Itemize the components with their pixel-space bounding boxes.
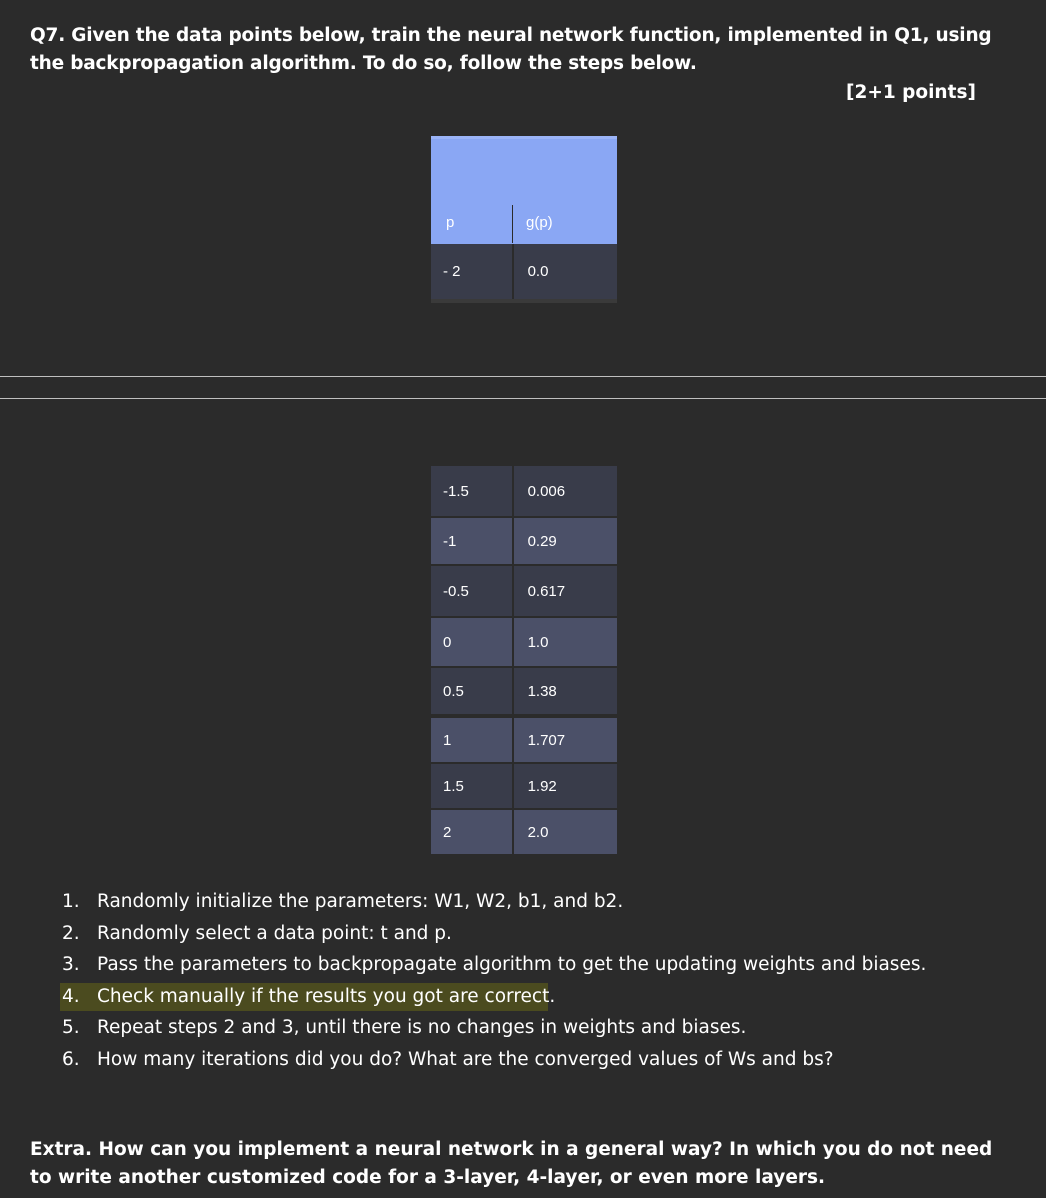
- header-divider: [512, 205, 513, 243]
- steps-list: [62, 886, 926, 1075]
- table-header: [431, 136, 617, 244]
- table-row: [431, 668, 617, 714]
- page-break-line: [0, 398, 1046, 399]
- question-title: Q7. Given the data points below, train the neural network function, implemented in Q1, using the backpropagation algorithm. To do so, follow the steps below.: [30, 25, 992, 74]
- cell-p: 0: [431, 618, 512, 666]
- cell-p: 1.5: [431, 764, 512, 808]
- list-item: 3. Pass the parameters to backpropagate algorithm to get the updating weights and biases.: [62, 954, 927, 975]
- cell-p: -0.5: [431, 566, 512, 616]
- cell-p: 0.5: [431, 668, 512, 714]
- cell-p: -1: [431, 518, 512, 564]
- list-item: 4. Check manually if the results you got are correct.: [62, 981, 926, 1013]
- cell-p: 1: [431, 718, 512, 762]
- page-break-line: [0, 376, 1046, 377]
- cell-gp: 0.29: [514, 518, 617, 564]
- table-row: [431, 718, 617, 762]
- cell-p: 2: [431, 810, 512, 854]
- list-item: 1. Randomly initialize the parameters: W1, W2, b1, and b2.: [62, 891, 624, 912]
- cell-gp: 1.0: [514, 618, 617, 666]
- cell-gp: 1.92: [514, 764, 617, 808]
- table-row: [431, 618, 617, 666]
- cell-gp: 1.38: [514, 668, 617, 714]
- table-row: [431, 764, 617, 808]
- table-bottom-edge: [431, 299, 617, 303]
- cell-p: -1.5: [431, 466, 512, 516]
- list-item: 6. How many iterations did you do? What are the converged values of Ws and bs?: [62, 1048, 834, 1070]
- header-p: p: [446, 214, 455, 231]
- list-item: 5. Repeat steps 2 and 3, until there is no changes in weights and biases.: [62, 1017, 747, 1038]
- table-row: [431, 244, 617, 299]
- header-gp: g(p): [526, 214, 553, 231]
- cell-gp: 0.617: [514, 566, 617, 616]
- cell-gp: 2.0: [514, 810, 617, 854]
- table-row: [431, 566, 617, 616]
- table-row: [431, 810, 617, 854]
- cell-gp: 0.0: [514, 244, 617, 299]
- cell-p: - 2: [431, 244, 512, 299]
- extra-question: Extra. How can you implement a neural network in a general way? In which you do not need to write another customized code for a 3-layer, 4-layer, or even more layers.: [30, 1139, 993, 1188]
- list-item: 2. Randomly select a data point: t and p.: [62, 922, 452, 944]
- table-row: [431, 466, 617, 516]
- cell-gp: 0.006: [514, 466, 617, 516]
- cell-gp: 1.707: [514, 718, 617, 762]
- table-row: [431, 518, 617, 564]
- points-label: [2+1 points]: [846, 82, 976, 103]
